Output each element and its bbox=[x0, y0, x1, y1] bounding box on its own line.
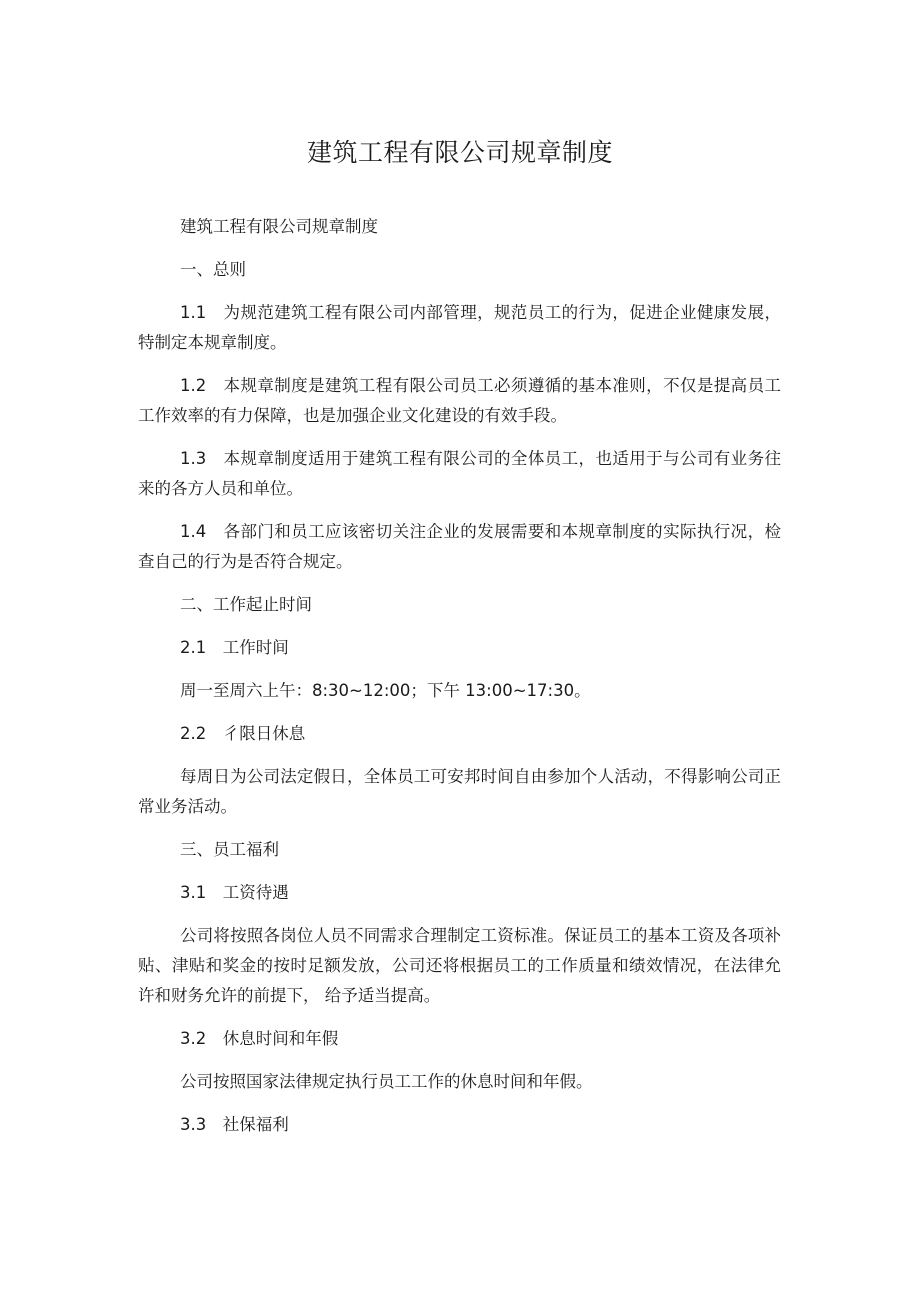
clause-3-3: 3.3 社保福利 bbox=[180, 1115, 289, 1134]
section-heading-work-hours: 二、工作起止时间 bbox=[180, 595, 312, 614]
rest-day-text: 每周日为公司法定假日，全体员工可安邦时间自由参加个人活动，不得影响公司正常业务活动。 bbox=[138, 767, 781, 816]
page-title: 建筑工程有限公司规章制度 bbox=[306, 138, 613, 167]
clause-3-1: 3.1 工资待遇 bbox=[180, 883, 289, 902]
document-body bbox=[138, 212, 781, 1153]
clause-1-4: 1.4 各部门和员工应该密切关注企业的发展需要和本规章制度的实际执行况，检查自己的行为是否符合规定。 bbox=[138, 522, 781, 571]
section-heading-general: 一、总则 bbox=[180, 260, 246, 279]
salary-text: 公司将按照各岗位人员不同需求合理制定工资标准。保证员工的基本工资及各项补贴、津贴和奖金的按时足额发放，公司还将根据员工的工作质量和绩效情况，在法律允许和财务允许的前提下， 给予适当提高。 bbox=[138, 926, 781, 1005]
section-heading-benefits: 三、员工福利 bbox=[180, 840, 279, 859]
leave-text: 公司按照国家法律规定执行员工工作的休息时间和年假。 bbox=[180, 1072, 593, 1091]
clause-1-1: 1.1 为规范建筑工程有限公司内部管理，规范员工的行为，促进企业健康发展，特制定本规章制度。 bbox=[138, 303, 781, 352]
clause-3-2: 3.2 休息时间和年假 bbox=[180, 1029, 339, 1048]
work-hours-text: 周一至周六上午：8:30~12:00；下午 13:00~17:30。 bbox=[180, 681, 591, 700]
clause-2-1: 2.1 工作时间 bbox=[180, 638, 289, 657]
clause-1-3: 1.3 本规章制度适用于建筑工程有限公司的全体员工，也适用于与公司有业务往来的各方人员和单位。 bbox=[138, 449, 781, 498]
clause-2-2: 2.2 彳限日休息 bbox=[180, 724, 306, 743]
doc-subtitle: 建筑工程有限公司规章制度 bbox=[180, 217, 378, 236]
clause-1-2: 1.2 本规章制度是建筑工程有限公司员工必须遵循的基本准则，不仅是提高员工工作效率的有力保障，也是加强企业文化建设的有效手段。 bbox=[138, 376, 781, 425]
